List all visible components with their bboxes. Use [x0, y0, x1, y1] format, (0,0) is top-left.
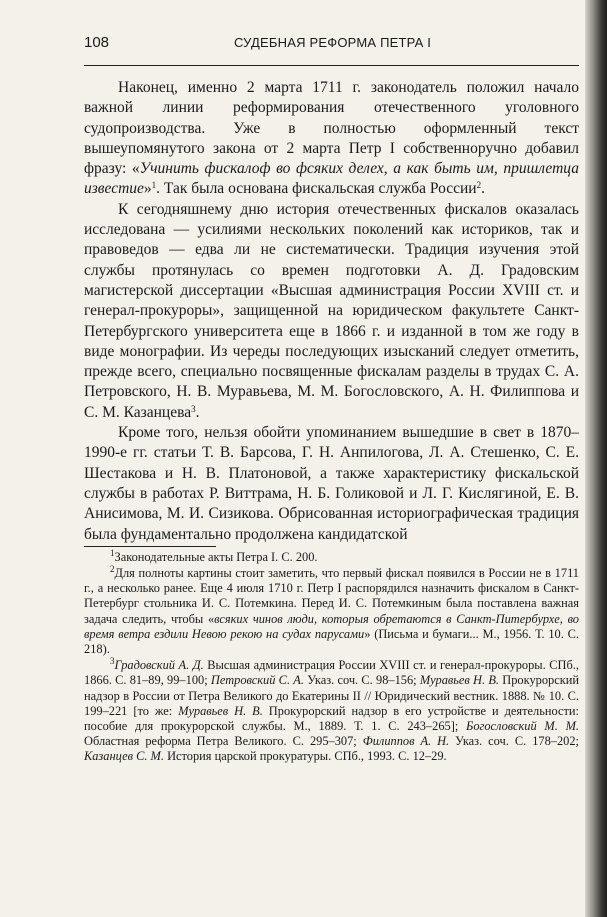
author-name: Петровский С. А.	[210, 673, 304, 688]
paragraph-2	[84, 200, 579, 423]
main-text	[84, 78, 579, 545]
paragraph-1	[84, 78, 579, 200]
running-title: СУДЕБНАЯ РЕФОРМА ПЕТРА I	[234, 35, 432, 50]
footnote-text: Законодательные акты Петра I. С. 200.	[114, 549, 318, 564]
text-run: К сегодняшнему дню история отечественных фискалов оказалась исследована — усилиями нескольких поколений как историков, так и правоведов — едва ли не систематически. Традиция изучения этой службы протянулась со времен подготовки А. Д. Градовским магистерской диссертации «Высшая администрация России XVIII ст. и генерал-прокуроры», защищенной на юридическом факультете Санкт-Петербургского университета еще в 1866 г. и изданной в том же году в виде монографии. Из череды последующих изысканий следует отметить, прежде всего, специально посвященные фискалам разделы в трудах С. А. Петровского, Н. В. Муравьева, М. М. Богословского, А. Н. Филиппова и С. М. Казанцева	[84, 200, 579, 421]
author-name: Казанцев С. М.	[84, 749, 164, 764]
author-name: Богословский М. М.	[466, 719, 579, 734]
author-name: Муравьев Н. В.	[178, 703, 263, 718]
paragraph-3	[84, 423, 579, 545]
footnote-quote: всяких чинов люди, которыя обретаются в Санкт-Питербурхе, во время ветра ездили Невою рекою на судах парусами	[84, 611, 579, 641]
page-edge-shadow	[585, 0, 607, 917]
footnote-marker: 1	[110, 547, 115, 558]
footnote-text: Областная реформа Петра Великого. С. 295–307;	[84, 734, 363, 749]
footnote-text: История царской прокуратуры. СПб., 1993. С. 12–29.	[163, 749, 447, 764]
footnotes	[84, 547, 580, 765]
author-name: Муравьев Н. В.	[419, 673, 500, 688]
footnote-divider	[84, 546, 216, 547]
footnote-ref-3[interactable]: 3	[191, 403, 196, 414]
book-page	[84, 34, 579, 765]
text-run: .	[195, 403, 200, 421]
page-number: 108	[84, 34, 110, 51]
footnote-marker: 2	[110, 564, 115, 575]
text-run: Кроме того, нельзя обойти упоминанием вышедшие в свет в 1870–1990-е гг. статьи Т. В. Барсова, Г. Н. Анпилогова, Л. А. Стешенко, С. Е. Шестакова и Н. В. Платоновой, а также характеристику фискальской службы в работах Р. Виттрама, Н. Б. Голиковой и Л. Г. Кислягиной, Е. В. Анисимова, М. И. Сизикова. Обрисованная историографическая традиция была фундаментально продолжена кандидатской	[84, 424, 579, 543]
text-run: .	[481, 180, 485, 198]
footnote-text: Для полноты картины стоит заметить, что первый фискал появился в России не в 1711 г., а несколько ранее. Еще 4 июля 1710 г. Петр I распорядился назначить фискалом в Санкт-Петербург стольника И. С. Потемкина. Перед И. С. Потемкиным была поставлена важная задача следить, чтобы «	[84, 566, 579, 626]
author-name: Филиппов А. Н.	[362, 734, 450, 749]
author-name: Градовский А. Д.	[114, 658, 204, 673]
footnote-3	[84, 658, 579, 764]
footnote-ref-1[interactable]: 1	[151, 180, 157, 191]
footnote-text: Указ. соч. С. 178–202;	[449, 734, 580, 749]
quote-italic: Учинить фискалоф во фсяких делех, а как быть им, пришлетца известие	[84, 160, 579, 198]
footnote-ref-2[interactable]: 2	[476, 180, 482, 191]
footnote-text: Высшая администрация России XVIII ст. и генерал-прокуроры. СПб., 1866. С. 81–89, 99–100;	[84, 658, 579, 688]
footnote-text: » (Письма и бумаги... М., 1956. Т. 10. С. 218).	[84, 626, 579, 657]
footnote-marker: 3	[110, 656, 115, 667]
text-run: . Так была основана фискальская служба России	[156, 180, 477, 198]
footnote-2	[84, 566, 579, 657]
footnote-text: Указ. соч. С. 98–156;	[303, 673, 420, 688]
running-header	[84, 34, 579, 66]
footnote-1	[84, 547, 579, 565]
text-run: »	[143, 180, 152, 198]
footnote-text: Прокурорский надзор в его устройстве и деятельности: пособие для прокурорской службы. М., 1889. Т. 1. С. 243–265];	[84, 703, 579, 734]
text-run: Наконец, именно 2 марта 1711 г. законодатель положил начало важной линии реформирования отечественного уголовного судопроизводства. Уже в полностью оформленный текст вышеупомянутого закона от 2 марта Петр I собственноручно добавил фразу: «	[84, 79, 579, 178]
footnote-text: Прокурорский надзор в России от Петра Великого до Екатерины II // Юридический вестник. 1888. № 10. С. 199–221 [то же:	[84, 673, 580, 718]
